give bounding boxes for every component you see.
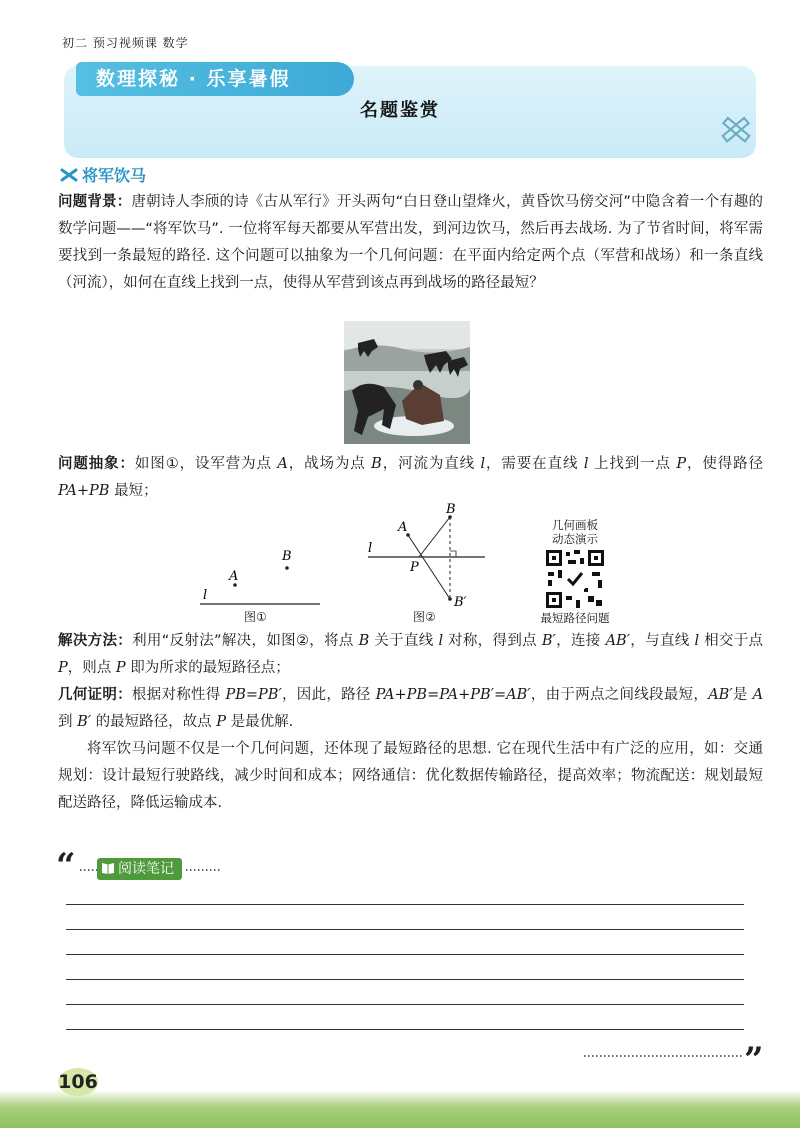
reading-notes-label: 阅读笔记 [118, 861, 174, 877]
text-run: 是最优解. [226, 714, 294, 730]
math-var: A [752, 687, 764, 703]
label-l: l [203, 588, 208, 603]
text-run: 最短； [109, 483, 158, 499]
abstraction-paragraph [58, 451, 763, 505]
horses-painting [344, 321, 470, 444]
point-b-prime [448, 597, 452, 601]
qr-block [530, 518, 620, 625]
ruler-pencil-icon [718, 112, 754, 148]
text-run: 上找到一点 [588, 456, 677, 472]
note-line[interactable] [66, 954, 744, 955]
book-icon [101, 862, 115, 874]
math-var: P [676, 456, 687, 472]
text-run: ，需要在直线 [485, 456, 584, 472]
note-line[interactable] [66, 1029, 744, 1030]
text-run: ，连接 [555, 633, 606, 649]
note-line[interactable] [66, 904, 744, 905]
math-var: P [115, 660, 126, 676]
math-expression: PA+PB=PA+PB′=AB′ [375, 687, 531, 703]
proof-paragraph [58, 682, 763, 736]
background-text: 唐朝诗人李颀的诗《古从军行》开头两句“白日登山望烽火，黄昏饮马傍交河”中隐含着一个有趣的数学问题——“将军饮马”. 一位将军每天都要从军营出发，到河边饮马，然后再去战场. 为了节省时间，将军需要找到一条最短的路径. 这个问题可以抽象为一个几何问题：在平面内给定两个点（军营和战场）和一条直线（河流），如何在直线上找到一点，使得从军营到该点再到战场的路径最短？ [58, 194, 763, 291]
text-run: 是 [732, 687, 753, 703]
text-run: 的最短路径，故点 [91, 714, 217, 730]
text-run: ，战场为点 [287, 456, 372, 472]
text-run: 如图①，设军营为点 [134, 456, 278, 472]
background-label: 问题背景： [58, 194, 132, 210]
closing-paragraph: 将军饮马问题不仅是一个几何问题，还体现了最短路径的思想. 它在现代生活中有广泛的应用，如：交通规划：设计最短行驶路线，减少时间和成本；网络通信：优化数据传输路径，提高效率；物流配送：规划最短配送路径，降低运输成本. [58, 741, 763, 811]
label-a: A [229, 569, 239, 584]
text-run: ，使得路径 [686, 456, 764, 472]
page-title: 名题鉴赏 [360, 100, 440, 121]
figure-1-caption: 图① [244, 610, 267, 624]
dotted-leader-right [186, 868, 220, 872]
label-b-prime: B′ [454, 595, 467, 610]
reading-notes-title [97, 858, 182, 880]
math-var: B′ [77, 714, 92, 730]
banner-tab: 数理探秘 · 乐享暑假 [76, 62, 354, 96]
text-run: ，河流为直线 [381, 456, 481, 472]
solution-paragraph [58, 628, 763, 682]
solution-label: 解决方法： [58, 633, 133, 649]
figure-2-caption: 图② [413, 610, 436, 624]
label-l: l [368, 541, 373, 556]
label-p: P [410, 560, 419, 575]
math-var: l [583, 456, 589, 472]
text-run: ，与直线 [629, 633, 695, 649]
math-expression: PA+PB [58, 483, 110, 499]
abstraction-label: 问题抽象： [58, 456, 135, 472]
math-var: l [694, 633, 700, 649]
label-a: A [398, 520, 408, 535]
math-var: A [277, 456, 288, 472]
segment-pb [419, 517, 450, 557]
math-var: P [216, 714, 227, 730]
label-b: B [282, 549, 292, 564]
text-run: 到 [58, 714, 78, 730]
math-var: P [58, 660, 68, 676]
right-angle-mark [450, 551, 456, 557]
math-var: l [438, 633, 444, 649]
note-line[interactable] [66, 1004, 744, 1005]
math-var: B [358, 633, 370, 649]
open-quote: “ [56, 846, 76, 886]
math-var: B′ [541, 633, 556, 649]
qr-code-icon[interactable] [544, 548, 606, 610]
math-var: B [371, 456, 382, 472]
math-expression: PB=PB′ [225, 687, 282, 703]
page-number: 106 [58, 1068, 98, 1096]
label-b: B [446, 502, 456, 517]
figure-2 [360, 500, 495, 615]
math-var: l [480, 456, 486, 472]
qr-caption: 最短路径问题 [540, 611, 610, 625]
crossed-tools-icon [60, 168, 78, 182]
text-run: ，由于两点之间线段最短， [530, 687, 709, 703]
background-paragraph [58, 189, 763, 297]
close-quote: ” [744, 1040, 764, 1080]
math-expression: AB′ [708, 687, 733, 703]
proof-label: 几何证明： [58, 687, 132, 703]
text-run: 根据对称性得 [131, 687, 226, 703]
point-b [285, 566, 289, 570]
dotted-leader-bottom [584, 1054, 744, 1058]
text-run: 利用“反射法”解决，如图②，将点 [132, 633, 359, 649]
text-run: ，因此，路径 [281, 687, 376, 703]
section-title [60, 163, 146, 186]
text-run: 对称，得到点 [443, 633, 542, 649]
text-run: ，则点 [67, 660, 116, 676]
book-header: 初二 预习视频课 数学 [62, 36, 189, 50]
math-expression: AB′ [605, 633, 630, 649]
text-run: 即为所求的最短路径点； [125, 660, 290, 676]
text-run: 相交于点 [699, 633, 764, 649]
note-line[interactable] [66, 979, 744, 980]
text-run: 关于直线 [369, 633, 439, 649]
footer-strip [0, 1090, 800, 1128]
qr-line-1: 几何画板 [552, 518, 598, 532]
qr-line-2: 动态演示 [552, 532, 598, 546]
section-title-text: 将军饮马 [82, 166, 147, 185]
note-line[interactable] [66, 929, 744, 930]
